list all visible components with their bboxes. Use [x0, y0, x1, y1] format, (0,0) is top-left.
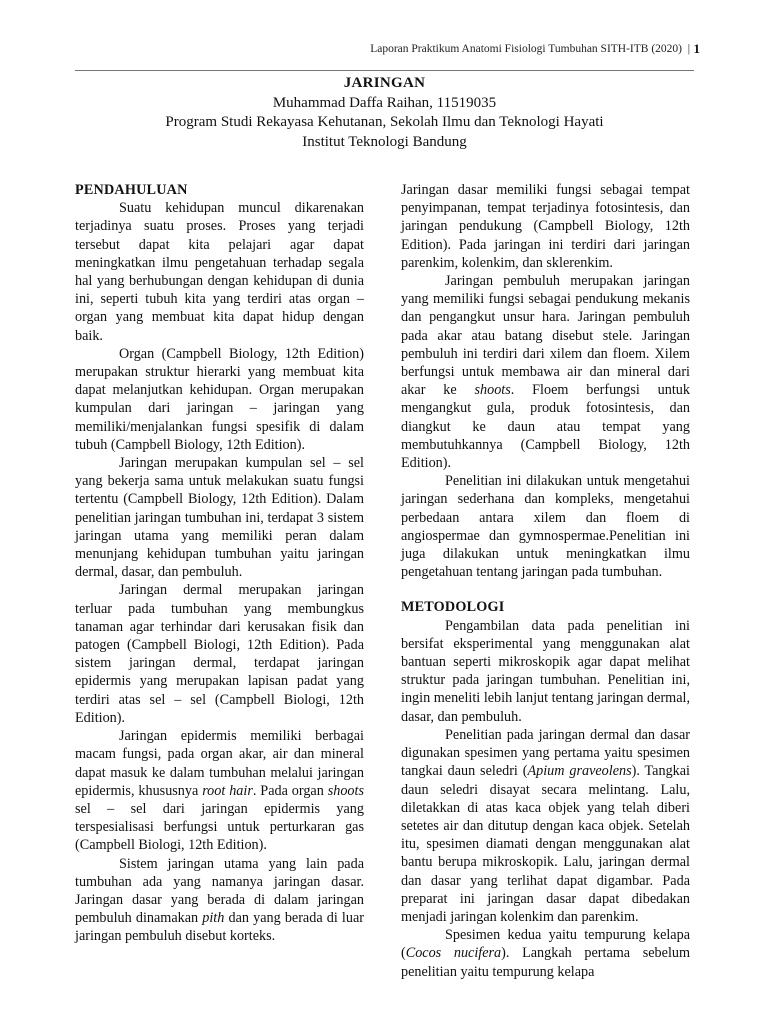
- paper-title: JARINGAN: [343, 75, 426, 91]
- paragraph: Jaringan dasar memiliki fungsi sebagai tempat penyimpanan, tempat terjadinya fotosintesis, dan jaringan pendukung (Campbell Biology, 12th Edition). Pada jaringan ini terdiri dari jaringan parenkim, kolenkim, dan sklerenkim.: [401, 182, 690, 271]
- institution-line: Institut Teknologi Bandung: [302, 133, 467, 150]
- text-run: . Floem berfungsi untuk mengangkut gula, produk fotosintesis, dan diangkut ke daun atau tempat yang membutuhkannya (Campbell Biology, 12th Edition).: [401, 382, 690, 472]
- text-run: ). Tangkai daun seledri disayat secara melintang. Lalu, diletakkan di atas kaca objek yang telah diberi setetes air dan ditutup dengan kaca objek. Setelah itu, spesimen diamati dengan menggunakan alat bantu berupa mikroskopik. Lalu, jaringan dermal dan dasar yang terlihat dapat digambar. Pada preparat ini jaringan dasar dapat dibedakan menjadi jaringan kolenkim dan parenkim.: [401, 763, 690, 925]
- paragraph: Pengambilan data pada penelitian ini bersifat eksperimental yang menggunakan alat bantuan seperti mikroskopik agar dapat melihat struktur pada jaringan tumbuhan. Penelitian ini, ingin meneliti lebih lanjut tentang jaringan dermal, dasar, dan pembuluh.: [401, 617, 690, 725]
- text-run: Spesimen kedua yaitu tempurung kelapa (: [401, 927, 690, 962]
- text-run: dan yang berada di luar jaringan pembuluh disebut korteks.: [75, 910, 364, 945]
- paragraph: [401, 926, 690, 981]
- header-rule: [75, 70, 694, 71]
- title-block: [75, 74, 694, 152]
- running-title: Laporan Praktikum Anatomi Fisiologi Tumbuhan SITH-ITB (2020): [370, 43, 682, 55]
- paragraph: Jaringan dermal merupakan jaringan terluar pada tumbuhan yang membungkus tanaman agar terhindar dari kerusakan fisik dan patogen (Campbell Biologi, 12th Edition). Pada sistem jaringan dermal, terdapat jaringan epidermis yang merupakan lapisan padat yang terdiri atas sel – sel (Campbell Biologi, 12th Edition).: [75, 582, 364, 726]
- text-run: Jaringan pembuluh merupakan jaringan yang memiliki fungsi sebagai pendukung mekanis dan pengangkut unsur hara. Jaringan pembuluh pada akar atau batang disebut stele. Jaringan pembuluh ini terdiri dari xilem dan floem. Xilem berfungsi untuk membawa air dan mineral dari akar ke: [401, 273, 690, 399]
- left-column: [75, 181, 364, 946]
- italic-term: pith: [202, 910, 225, 927]
- text-run: Jaringan epidermis memiliki berbagai macam fungsi, pada organ akar, air dan mineral dapat masuk ke dalam tumbuhan melalui jaringan epidermis, khususnya: [75, 728, 364, 799]
- page-number: 1: [693, 41, 700, 56]
- program-line: Program Studi Rekayasa Kehutanan, Sekolah Ilmu dan Teknologi Hayati: [165, 114, 604, 130]
- paragraph: Organ (Campbell Biology, 12th Edition) merupakan struktur hierarki yang membuat kita dapat melanjutkan kehidupan. Organ merupakan kumpulan dari jaringan – jaringan yang memiliki/menjalankan fungsi spesifik di dalam tubuh (Campbell Biology, 12th Edition).: [75, 345, 364, 453]
- italic-term: shoots: [474, 382, 511, 399]
- text-run: Sistem jaringan utama yang lain pada tumbuhan ada yang namanya jaringan dasar. Jaringan dasar yang berada di dalam jaringan pembuluh dinamakan: [75, 855, 364, 927]
- author-line: Muhammad Daffa Raihan, 11519035: [272, 94, 497, 111]
- header-separator: |: [687, 43, 690, 55]
- text-run: ). Langkah pertama sebelum penelitian yaitu tempurung kelapa: [401, 945, 691, 980]
- italic-term: root hair: [202, 782, 253, 799]
- paragraph: Suatu kehidupan muncul dikarenakan terjadinya suatu proses. Proses yang terjadi tersebut dapat kita pelajari agar dapat meningkatkan ilmu pengetahuan terhadap segala hal yang berhubungan dengan kehidupan di dunia ini, seperti tubuh kita yang terdiri atas organ – organ yang membuat kita dapat hidup dengan baik.: [75, 200, 364, 344]
- paragraph: [401, 726, 690, 926]
- paragraph: Jaringan merupakan kumpulan sel – sel yang bekerja sama untuk melakukan suatu fungsi tertentu (Campbell Biology, 12th Edition). Dalam penelitian jaringan tumbuhan ini, terdapat 3 sistem jaringan utama yang memiliki peran dalam menunjang kehidupan tumbuhan yaitu jaringan dermal, dasar, dan pembuluh.: [75, 455, 364, 581]
- italic-term: shoots: [327, 782, 364, 799]
- section-heading-metodologi: METODOLOGI: [401, 599, 505, 616]
- text-run: . Pada organ: [252, 782, 328, 799]
- paragraph: [75, 727, 364, 854]
- paragraph: [75, 855, 364, 946]
- text-run: Penelitian pada jaringan dermal dan dasar digunakan spesimen yang pertama yaitu spesimen tangkai daun seledri (: [401, 726, 690, 780]
- italic-term: Apium graveolens: [527, 763, 632, 780]
- italic-term: Cocos nucifera: [405, 945, 502, 962]
- right-column: [401, 181, 690, 981]
- running-header: [0, 41, 768, 57]
- section-gap: [401, 581, 690, 598]
- text-run: sel – sel dari jaringan epidermis yang terspesialisasi berfungsi untuk perturkaran gas (Campbell Biologi, 12th Edition).: [75, 800, 364, 854]
- paragraph: [401, 272, 690, 472]
- section-heading-pendahuluan: PENDAHULUAN: [75, 182, 188, 198]
- paragraph: Penelitian ini dilakukan untuk mengetahui jaringan sederhana dan kompleks, mengetahui perbedaan antara xilem dan floem di angiospermae dan gymnospermae.Penelitian ini juga dilakukan untuk meningkatkan ilmu pengetahuan tentang jaringan pada tumbuhan.: [401, 473, 690, 581]
